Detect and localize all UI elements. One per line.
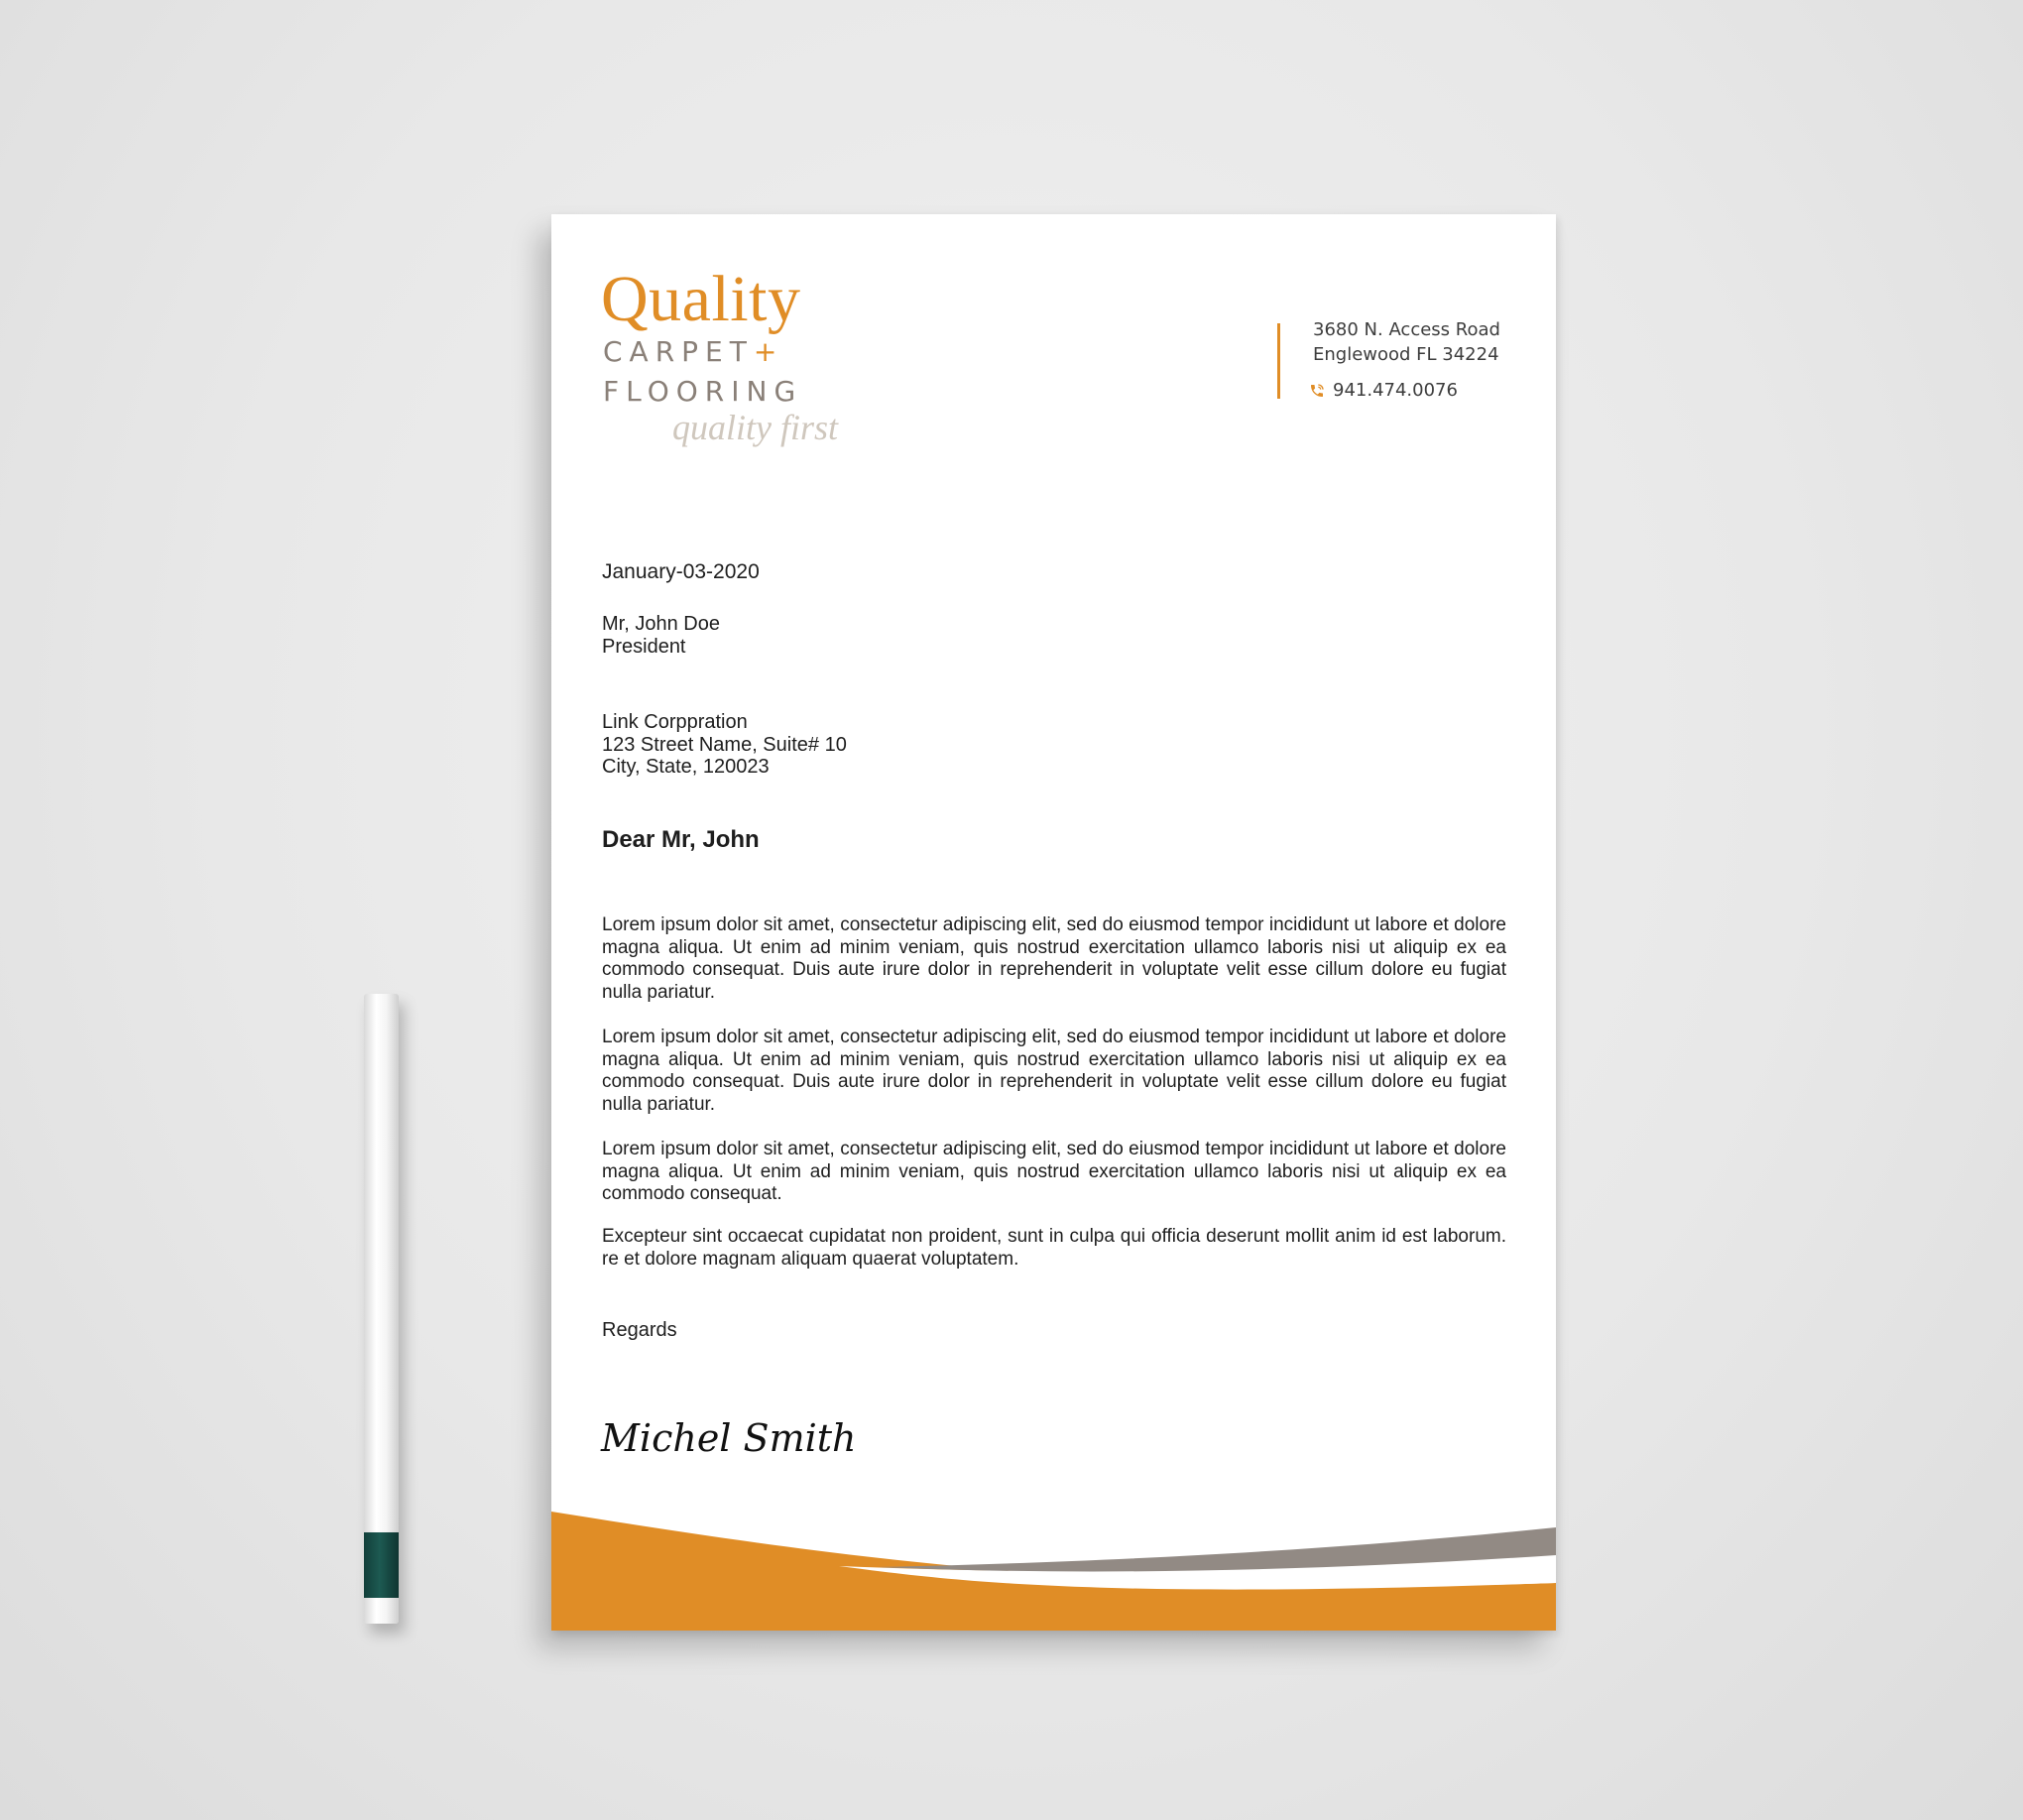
salutation: Dear Mr, John — [602, 826, 760, 853]
logo-flooring-text: FLOORING — [603, 375, 803, 408]
body-paragraph-1: Lorem ipsum dolor sit amet, consectetur adipiscing elit, sed do eiusmod tempor incididunt ut labore et dolore magna aliqua. Ut enim ad minim veniam, quis nostrud exercitation ullamco laboris nisi ut aliquip ex ea commodo consequat. Duis aute irure dolor in reprehenderit in voluptate velit esse cillum dolore eu fugiat nulla pariatur. — [602, 914, 1506, 1003]
logo-quality-text: Quality — [601, 263, 801, 335]
logo-tagline: quality first — [672, 408, 839, 447]
pen-body — [364, 994, 399, 1624]
signature: Michel Smith — [601, 1416, 857, 1460]
letter-date: January-03-2020 — [602, 560, 760, 583]
logo-carpet-line — [603, 335, 776, 368]
pen-band — [364, 1532, 399, 1598]
company-city: City, State, 120023 — [602, 756, 770, 778]
logo-plus-sign: + — [753, 335, 777, 368]
body-paragraph-2: Lorem ipsum dolor sit amet, consectetur adipiscing elit, sed do eiusmod tempor incididunt ut labore et dolore magna aliqua. Ut enim ad minim veniam, quis nostrud exercitation ullamco laboris nisi ut aliquip ex ea commodo consequat. Duis aute irure dolor in reprehenderit in voluptate velit esse cillum dolore eu fugiat nulla pariatur. — [602, 1027, 1506, 1115]
contact-phone — [1309, 380, 1458, 401]
company-name: Link Corppration — [602, 711, 748, 733]
company-address-block — [602, 711, 1506, 779]
phone-number: 941.474.0076 — [1333, 380, 1458, 401]
address-line-1: 3680 N. Access Road — [1313, 319, 1500, 340]
body-paragraph-4: Excepteur sint occaecat cupidatat non proident, sunt in culpa qui officia deserunt mollit anim id est laborum. re et dolore magnam aliquam quaerat voluptatem. — [602, 1226, 1506, 1270]
pen — [364, 994, 399, 1624]
contact-address — [1313, 317, 1500, 367]
body-paragraph-3: Lorem ipsum dolor sit amet, consectetur adipiscing elit, sed do eiusmod tempor incididunt ut labore et dolore magna aliqua. Ut enim ad minim veniam, quis nostrud exercitation ullamco laboris nisi ut aliquip ex ea commodo consequat. — [602, 1139, 1506, 1204]
footer-wave — [551, 1512, 1556, 1631]
letterhead-page — [551, 214, 1556, 1631]
recipient-title: President — [602, 635, 686, 658]
phone-icon — [1309, 383, 1325, 399]
recipient-name: Mr, John Doe — [602, 613, 720, 635]
company-street: 123 Street Name, Suite# 10 — [602, 733, 847, 756]
recipient-block — [602, 613, 1506, 658]
closing: Regards — [602, 1319, 677, 1341]
header-divider — [1277, 323, 1280, 399]
address-line-2: Englewood FL 34224 — [1313, 344, 1499, 365]
logo-carpet-text: CARPET — [603, 335, 754, 368]
